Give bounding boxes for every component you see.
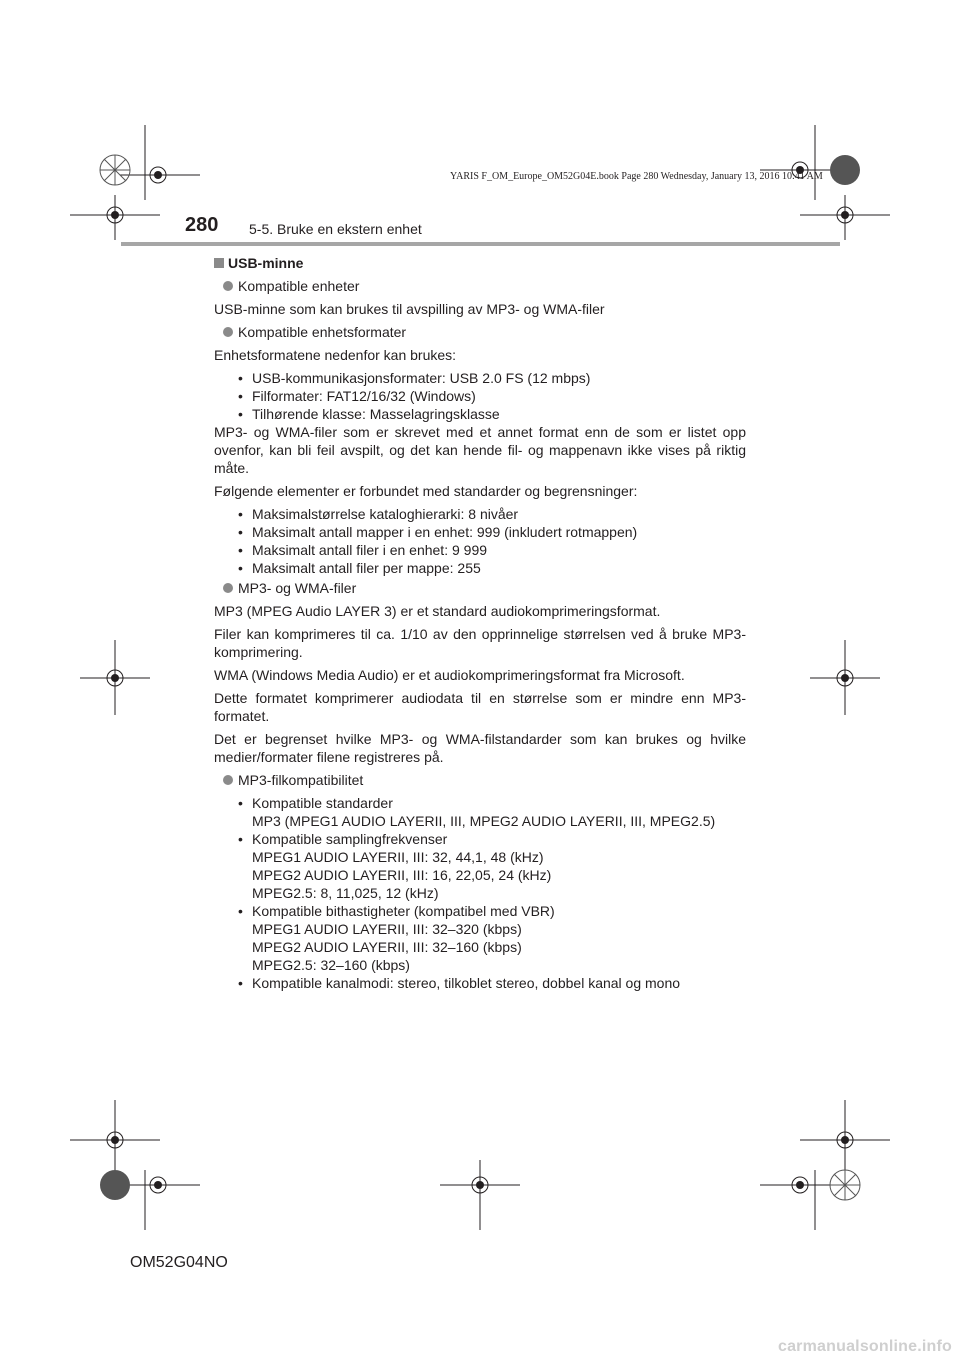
- list-item: • Maksimalt antall filer i en enhet: 9 999: [238, 542, 488, 558]
- paragraph: WMA (Windows Media Audio) er et audiokomprimeringsformat fra Microsoft.: [214, 667, 685, 683]
- paragraph: Filer kan komprimeres til ca. 1/10 av den opprinnelige størrelsen ved å bruke MP3-komprimering.: [214, 626, 746, 660]
- paragraph: Dette formatet komprimerer audiodata til en størrelse som er mindre enn MP3-formatet.: [214, 690, 746, 724]
- list-item: • Kompatible kanalmodi: stereo, tilkoblet stereo, dobbel kanal og mono: [238, 975, 681, 991]
- format-list: [214, 369, 746, 423]
- bullet-mp3-wma: MP3- og WMA-filer: [214, 579, 746, 597]
- list-item-detail: MPEG1 AUDIO LAYERII, III: 32–320 (kbps): [252, 921, 522, 937]
- circle-bullet-icon: [223, 775, 233, 785]
- paragraph: Det er begrenset hvilke MP3- og WMA-filstandarder som kan brukes og hvilke medier/formater filene registreres på.: [214, 731, 746, 765]
- list-item-detail: MPEG1 AUDIO LAYERII, III: 32, 44,1, 48 (kHz): [252, 849, 544, 865]
- document-code: OM52G04NO: [130, 1254, 228, 1271]
- paragraph: USB-minne som kan brukes til avspilling av MP3- og WMA-filer: [214, 301, 605, 317]
- list-item: • Maksimalt antall filer per mappe: 255: [238, 560, 481, 576]
- list-item-detail: MPEG2.5: 32–160 (kbps): [252, 957, 410, 973]
- circle-bullet-icon: [223, 327, 233, 337]
- paragraph: Enhetsformatene nedenfor kan brukes:: [214, 347, 457, 363]
- bullet-device-formats: Kompatible enhetsformater: [214, 323, 746, 341]
- section-heading: USB-minne: [214, 254, 746, 272]
- page-number: 280: [185, 214, 219, 236]
- list-item: • Kompatible bithastigheter (kompatibel med VBR): [238, 903, 555, 919]
- list-item: • USB-kommunikasjonsformater: USB 2.0 FS (12 mbps): [238, 370, 591, 386]
- paragraph: Følgende elementer er forbundet med standarder og begrensninger:: [214, 483, 638, 499]
- book-info: YARIS F_OM_Europe_OM52G04E.book Page 280 Wednesday, January 13, 2016 10:41 AM: [450, 171, 823, 182]
- list-item: • Maksimalstørrelse kataloghierarki: 8 nivåer: [238, 506, 519, 522]
- compat-list: [214, 794, 746, 992]
- list-item: • Tilhørende klasse: Masselagringsklasse: [238, 406, 500, 422]
- list-item: • Kompatible standarder: [238, 795, 393, 811]
- list-item-detail: MPEG2 AUDIO LAYERII, III: 32–160 (kbps): [252, 939, 522, 955]
- limits-list: [214, 505, 746, 577]
- main-content: [214, 252, 746, 992]
- section-title: 5-5. Bruke en ekstern enhet: [249, 221, 422, 237]
- list-item-detail: MP3 (MPEG1 AUDIO LAYERII, III, MPEG2 AUDIO LAYERII, III, MPEG2.5): [252, 813, 716, 829]
- circle-bullet-icon: [223, 583, 233, 593]
- paragraph: MP3 (MPEG Audio LAYER 3) er et standard audiokomprimeringsformat.: [214, 603, 661, 619]
- paragraph: MP3- og WMA-filer som er skrevet med et annet format enn de som er listet opp ovenfor, kan bli feil avspilt, og det kan hende fil- og mappenavn ikke vises på riktig måte.: [214, 424, 746, 476]
- bullet-compatible-devices: Kompatible enheter: [214, 277, 746, 295]
- list-item: • Filformater: FAT12/16/32 (Windows): [238, 388, 476, 404]
- watermark: carmanualsonline.info: [777, 1338, 952, 1355]
- bullet-mp3-compat: MP3-filkompatibilitet: [214, 771, 746, 789]
- list-item: • Kompatible samplingfrekvenser: [238, 831, 448, 847]
- header-rule: [121, 242, 840, 246]
- list-item-detail: MPEG2 AUDIO LAYERII, III: 16, 22,05, 24 (kHz): [252, 867, 552, 883]
- list-item: • Maksimalt antall mapper i en enhet: 999 (inkludert rotmappen): [238, 524, 638, 540]
- list-item-detail: MPEG2.5: 8, 11,025, 12 (kHz): [252, 885, 439, 901]
- circle-bullet-icon: [223, 281, 233, 291]
- square-bullet-icon: [214, 258, 224, 268]
